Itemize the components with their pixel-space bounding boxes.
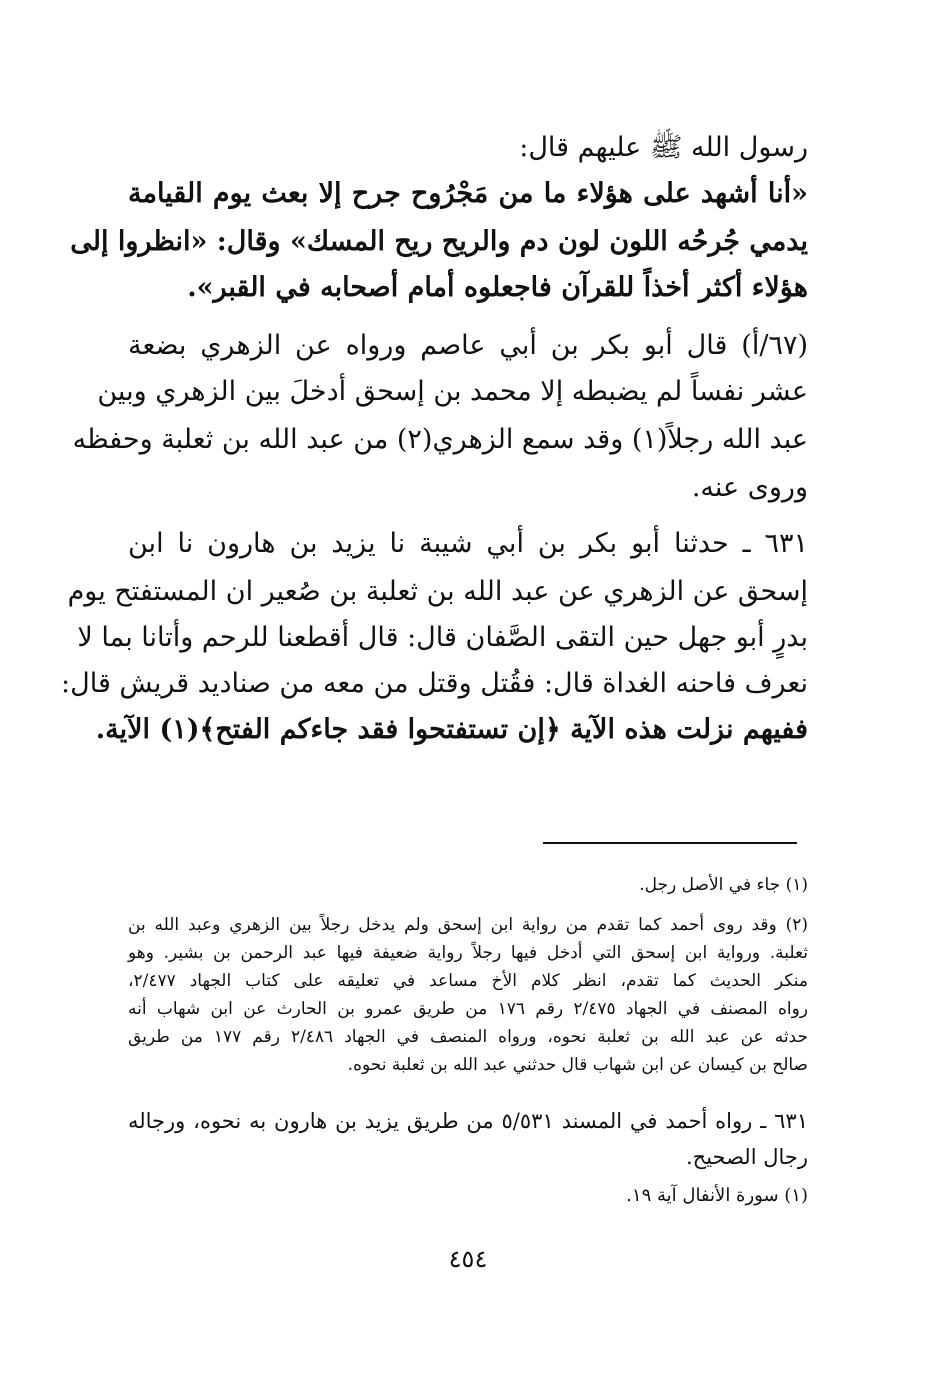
page-number: ٤٥٤ — [448, 1245, 488, 1273]
text-line: بدرٍ أبو جهل حين التقى الصَّفان قال: قال أقطعنا للرحم وأتانا بما لا — [77, 622, 808, 653]
text-line: إسحق عن الزهري عن عبد الله بن ثعلبة بن صُعير ان المستفتح يوم — [67, 576, 808, 607]
footnote-line: (١) جاء في الأصل رجل. — [639, 875, 808, 895]
text-line: يدمي جُرحُه اللون لون دم والريح ريح المسك» وقال: «انظروا إلى — [70, 226, 808, 257]
footnote-line: رواه المصنف في الجهاد ٢/٤٧٥ رقم ١٧٦ من طريق عمرو بن الحارث عن ابن شهاب أنه — [128, 999, 808, 1019]
footnote-line: ثعلبة. ورواية ابن إسحق التي أدخل فيها رجلاً رواية ضعيفة فيها عبد الرحمن بن بشير. وهو — [128, 943, 808, 963]
note-line: رجال الصحيح. — [685, 1145, 808, 1169]
text-line: ففيهم نزلت هذه الآية ﴿إن تستفتحوا فقد جاءكم الفتح﴾(١) الآية. — [95, 714, 808, 745]
text-line: عشر نفساً لم يضبطه إلا محمد بن إسحق أدخلَ بين الزهري وبين — [97, 376, 808, 407]
text-line: عبد الله رجلاً(١) وقد سمع الزهري(٢) من عبد الله بن ثعلبة وحفظه — [72, 424, 808, 455]
text-line: «أنا أشهد على هؤلاء ما من مَجْرُوح جرح إلا بعث يوم القيامة — [128, 178, 808, 209]
footnote-line: صالح بن كيسان عن ابن شهاب قال حدثني عبد الله بن ثعلبة نحوه. — [347, 1055, 808, 1075]
text-line: (٦٧/أ) قال أبو بكر بن أبي عاصم ورواه عن الزهري بضعة — [128, 330, 808, 361]
footnote-separator — [543, 842, 797, 844]
note-line: ٦٣١ ـ رواه أحمد في المسند ٥/٥٣١ من طريق يزيد بن هارون به نحوه، ورجاله — [128, 1109, 808, 1133]
footnote-line: منكر الحديث كما تقدم، انظر كلام الأخ مساعد في تعليقه على كتاب الجهاد ٢/٤٧٧، — [128, 971, 808, 991]
text-line: رسول الله ﷺ عليهم قال: — [519, 132, 808, 163]
text-line: هؤلاء أكثر أخذاً للقرآن فاجعلوه أمام أصحابه في القبر». — [187, 272, 808, 303]
text-line: وروى عنه. — [691, 472, 808, 503]
note-footnote-line: (١) سورة الأنفال آية ١٩. — [626, 1185, 808, 1206]
text-line: نعرف فاحنه الغداة قال: فقُتل وقتل من معه من صناديد قريش قال: — [61, 668, 808, 699]
footnote-line: حدثه عن عبد الله بن ثعلبة نحوه، ورواه المنصف في الجهاد ٢/٤٨٦ رقم ١٧٧ من طريق — [128, 1027, 808, 1047]
footnote-line: (٢) وقد روى أحمد كما تقدم من رواية ابن إسحق ولم يدخل رجلاً بين الزهري وعبد الله بن — [128, 915, 808, 935]
hadith-631-line: ٦٣١ ـ حدثنا أبو بكر بن أبي شيبة نا يزيد بن هارون نا ابن — [128, 528, 808, 559]
